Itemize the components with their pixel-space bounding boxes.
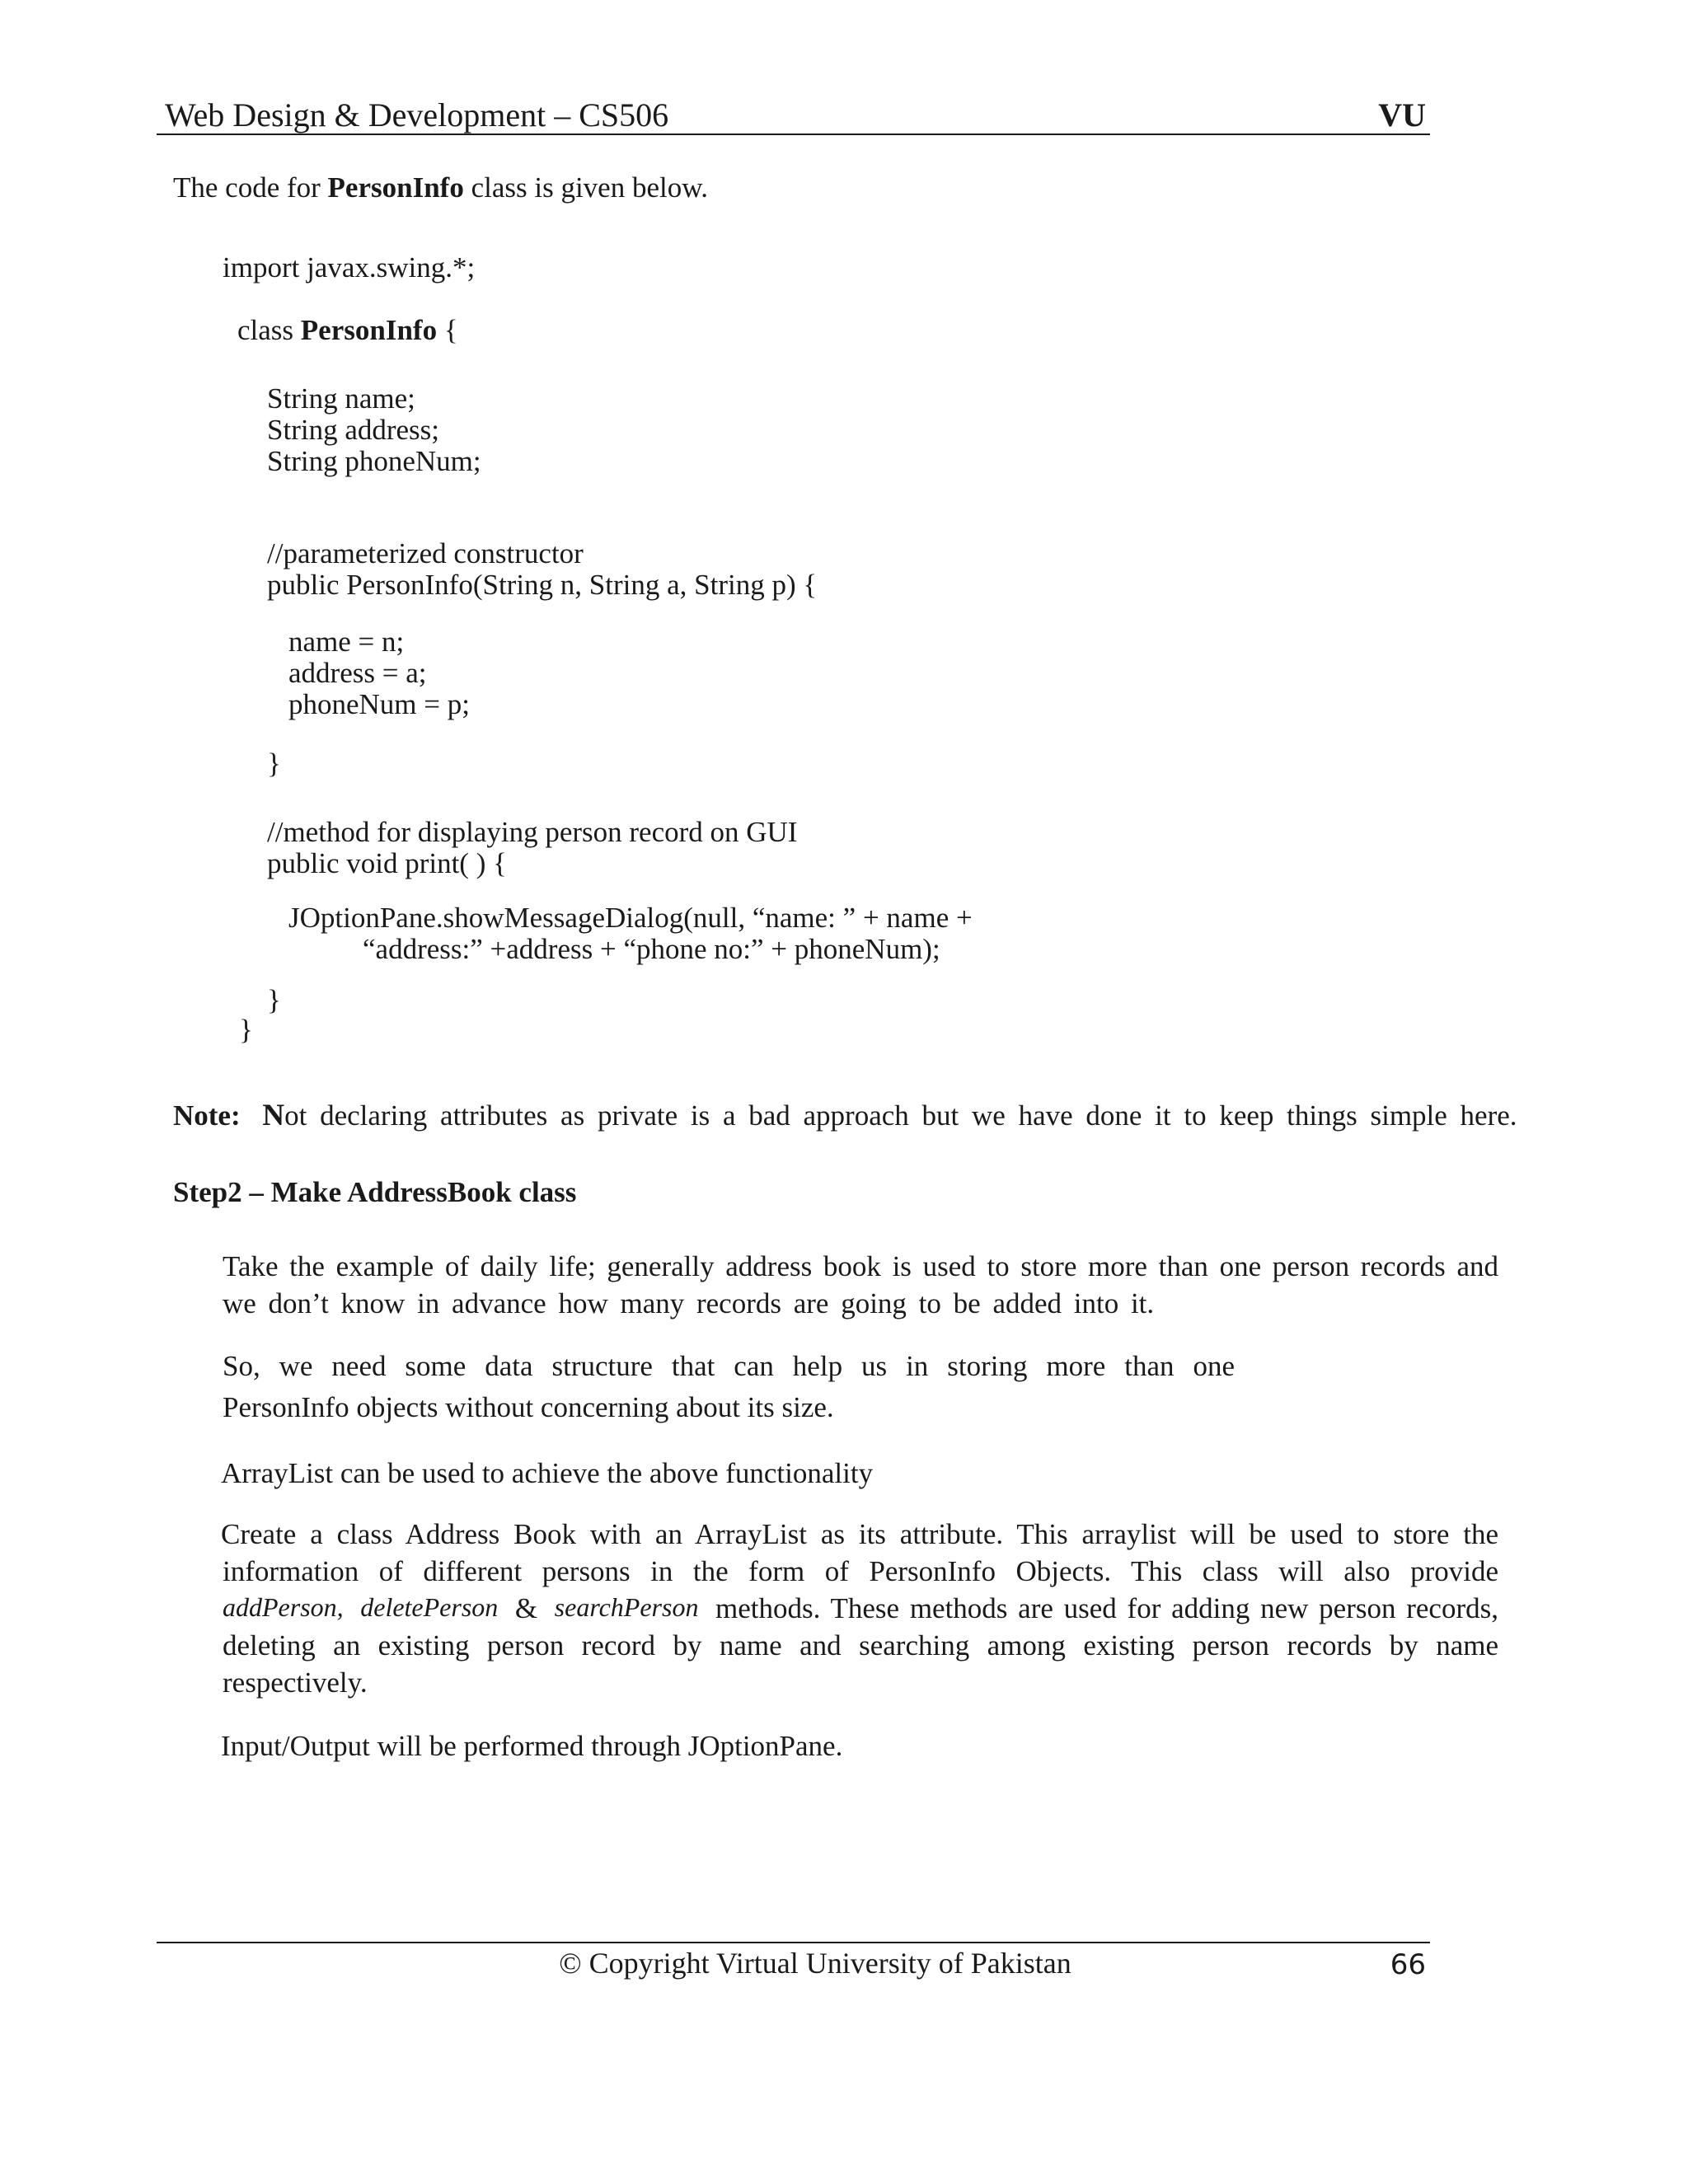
header-title: Web Design & Development – CS506 [165,96,669,134]
code-line-dialog-1: JOptionPane.showMessageDialog(null, “name: ” + name + [288,902,973,934]
footer-copyright: © Copyright Virtual University of Pakistan [559,1947,1071,1980]
code-line-class-close: } [239,1014,253,1046]
code-class-keyword: class [237,314,301,346]
code-line-constructor-close: } [267,748,281,780]
code-line-assign-address: address = a; [288,657,427,689]
note-paragraph [173,1098,1517,1133]
method-search-person: searchPerson [554,1592,699,1622]
step2-p2-line2: PersonInfo objects without concerning about its size. [223,1391,834,1423]
code-line-import: import javax.swing.*; [223,251,476,284]
step2-p4-line3-rest: methods. These methods are used for adding new person records, [715,1592,1498,1624]
method-delete-person: deletePerson [360,1592,499,1622]
step2-p4-line2: information of different persons in the form of PersonInfo Objects. This class will also provide [223,1555,1498,1587]
step2-p4-line3 [223,1592,1498,1625]
code-line-constructor-signature: public PersonInfo(String n, String a, String p) { [267,569,818,601]
note-initial: N [262,1099,285,1132]
code-line-dialog-2: “address:” +address + “phone no:” + phoneNum); [363,933,940,965]
code-line-class [237,314,458,347]
step2-p4-line1: Create a class Address Book with an ArrayList as its attribute. This arraylist will be used to store the [221,1518,1498,1550]
code-line-field-name: String name; [267,382,415,415]
step2-p3: ArrayList can be used to achieve the above functionality [221,1457,874,1489]
page-number: 66 [1390,1948,1426,1981]
method-add-person: addPerson, [223,1592,344,1622]
note-text: ot declaring attributes as private is a bad approach but we have done it to keep things simple here. [284,1099,1517,1132]
header-logo-text: VU [1378,96,1426,134]
step2-heading: Step2 – Make AddressBook class [173,1176,577,1208]
header-divider [157,134,1430,135]
code-line-print-signature: public void print( ) { [267,847,507,879]
step2-p1-line2: we don’t know in advance how many records are going to be added into it. [223,1287,1155,1319]
code-line-field-address: String address; [267,414,440,446]
step2-p5: Input/Output will be performed through JOptionPane. [221,1730,843,1762]
ampersand: & [514,1592,538,1624]
step2-p1-line1: Take the example of daily life; generally address book is used to store more than one person records and [223,1250,1498,1282]
code-line-print-close: } [267,984,281,1016]
step2-p4-line5: respectively. [223,1666,368,1699]
footer-divider [157,1942,1430,1943]
code-line-assign-name: name = n; [288,626,405,658]
step2-p4-line4: deleting an existing person record by name and searching among existing person records by name [223,1629,1498,1661]
note-label: Note: [173,1099,241,1132]
code-line-comment-constructor: //parameterized constructor [267,537,584,569]
intro-prefix: The code for [173,171,328,204]
step2-p2-line1: So, we need some data structure that can help us in storing more than one [223,1350,1235,1382]
code-line-assign-phone: phoneNum = p; [288,688,470,720]
code-class-brace: { [437,314,458,346]
code-line-comment-print: //method for displaying person record on GUI [267,816,798,848]
intro-sentence [173,171,708,204]
code-line-field-phone: String phoneNum; [267,445,481,477]
intro-class-name: PersonInfo [327,171,464,204]
intro-suffix: class is given below. [463,171,708,204]
code-class-name: PersonInfo [300,314,438,346]
